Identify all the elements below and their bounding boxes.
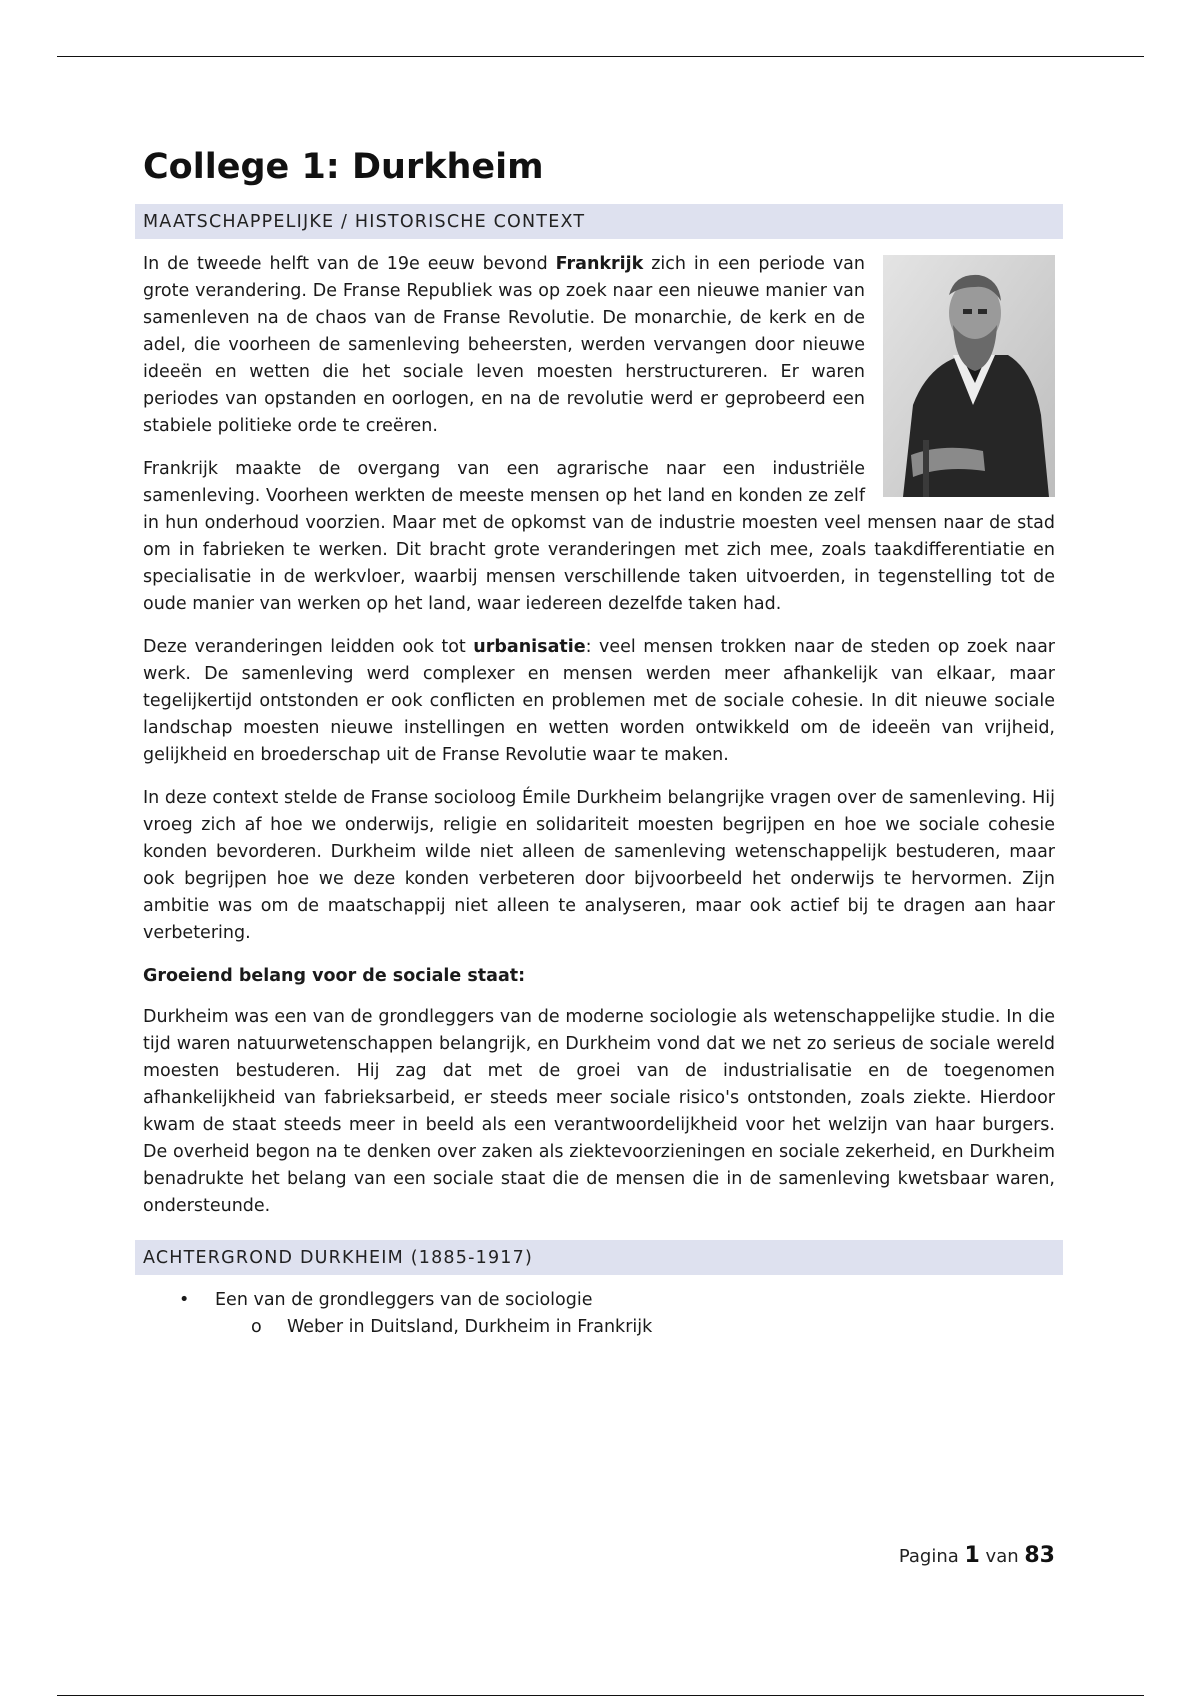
- paragraph-1-text-c: zich in een periode van grote verandering. De Franse Republiek was op zoek naar een nieuwe manier van samenleven na de chaos van de Franse Revolutie. De monarchie, de kerk en de adel, die voorheen de samenleving beheersten, werden vervangen door nieuwe ideeën en wetten die het sociale leven moesten herstructureren. Er waren periodes van opstanden en oorlogen, en na de revolutie werd er geprobeerd een stabiele politieke orde te creëren.: [143, 254, 865, 436]
- footer-total-pages: 83: [1024, 1543, 1055, 1568]
- footer-pagina-label: Pagina: [898, 1546, 959, 1567]
- paragraph-3-text-c: : veel mensen trokken naar de steden op zoek naar werk. De samenleving werd complexer en mensen werden meer afhankelijk van elkaar, maar tegelijkertijd ontstonden er ook conflicten en problemen met de sociale cohesie. In dit nieuwe sociale landschap moesten nieuwe instellingen en wetten worden ontwikkeld om de ideeën van vrijheid, gelijkheid en broederschap uit de Franse Revolutie waar te maken.: [143, 637, 1055, 765]
- sub-list: [215, 1314, 1055, 1341]
- paragraph-5: Durkheim was een van de grondleggers van de moderne sociologie als wetenschappelijke studie. In die tijd waren natuurwetenschappen belangrijk, en Durkheim vond dat we net zo serieus de sociale wereld moesten bestuderen. Hij zag dat met de groei van de industrialisatie en de toegenomen afhankelijkheid van fabrieksarbeid, er steeds meer sociale risico's ontstonden, zoals ziekte. Hierdoor kwam de staat steeds meer in beeld als een verantwoordelijkheid voor het welzijn van haar burgers. De overheid begon na te denken over zaken als ziektevoorzieningen en sociale zekerheid, en Durkheim benadrukte het belang van een sociale staat die de mensen die in de samenleving kwetsbaar waren, ondersteunde.: [143, 1007, 1055, 1216]
- subheading-sociale-staat: Groeiend belang voor de sociale staat:: [143, 966, 526, 986]
- bullet-icon: •: [179, 1290, 190, 1310]
- sub-bullet-icon: o: [251, 1317, 262, 1337]
- bullet-list: [143, 1287, 1055, 1341]
- section-header-context: MAATSCHAPPELIJKE / HISTORISCHE CONTEXT: [135, 204, 1063, 239]
- page-content: [143, 146, 1055, 1341]
- page-title: College 1: Durkheim: [143, 147, 544, 187]
- paragraph-1-text-a: In de tweede helft van de 19e eeuw bevond: [143, 254, 556, 274]
- paragraph-3: [143, 634, 1055, 769]
- paragraph-1-bold: Frankrijk: [555, 254, 644, 274]
- list-item-label: Een van de grondleggers van de sociologie: [215, 1290, 593, 1310]
- paragraph-4: In deze context stelde de Franse socioloog Émile Durkheim belangrijke vragen over de samenleving. Hij vroeg zich af hoe we onderwijs, religie en solidariteit moesten begrijpen en hoe we sociale cohesie konden bevorderen. Durkheim wilde niet alleen de samenleving wetenschappelijk bestuderen, maar ook begrijpen hoe we deze konden verbeteren door bijvoorbeeld het onderwijs te hervormen. Zijn ambitie was om de maatschappij niet alleen te analyseren, maar ook actief bij te dragen aan haar verbetering.: [143, 788, 1055, 943]
- paragraph-2: Frankrijk maakte de overgang van een agrarische naar een industriële samenleving. Voorheen werkten de meeste mensen op het land en konden ze zelf in hun onderhoud voorzien. Maar met de opkomst van de industrie moesten veel mensen naar de stad om in fabrieken te werken. Dit bracht grote veranderingen met zich mee, zoals taakdifferentiatie en specialisatie in de werkvloer, waarbij mensen verschillende taken uitvoerden, in tegenstelling tot de oude manier van werken op het land, waar iedereen dezelfde taken had.: [143, 459, 1055, 614]
- section-header-achtergrond: ACHTERGROND DURKHEIM (1885-1917): [135, 1240, 1063, 1275]
- sub-list-item: [143, 1314, 1055, 1341]
- list-item: [143, 1287, 1055, 1341]
- footer-current-page: 1: [964, 1543, 980, 1568]
- paragraph-3-bold: urbanisatie: [473, 637, 586, 657]
- sub-list-item-label: Weber in Duitsland, Durkheim in Frankrijk: [287, 1317, 653, 1337]
- paragraph-3-text-a: Deze veranderingen leidden ook tot: [143, 637, 474, 657]
- top-rule: [57, 56, 1144, 57]
- bottom-rule: [57, 1695, 1144, 1696]
- durkheim-portrait-image: [883, 255, 1055, 497]
- page-number-footer: [899, 1543, 1055, 1568]
- footer-van-label: van: [985, 1546, 1019, 1567]
